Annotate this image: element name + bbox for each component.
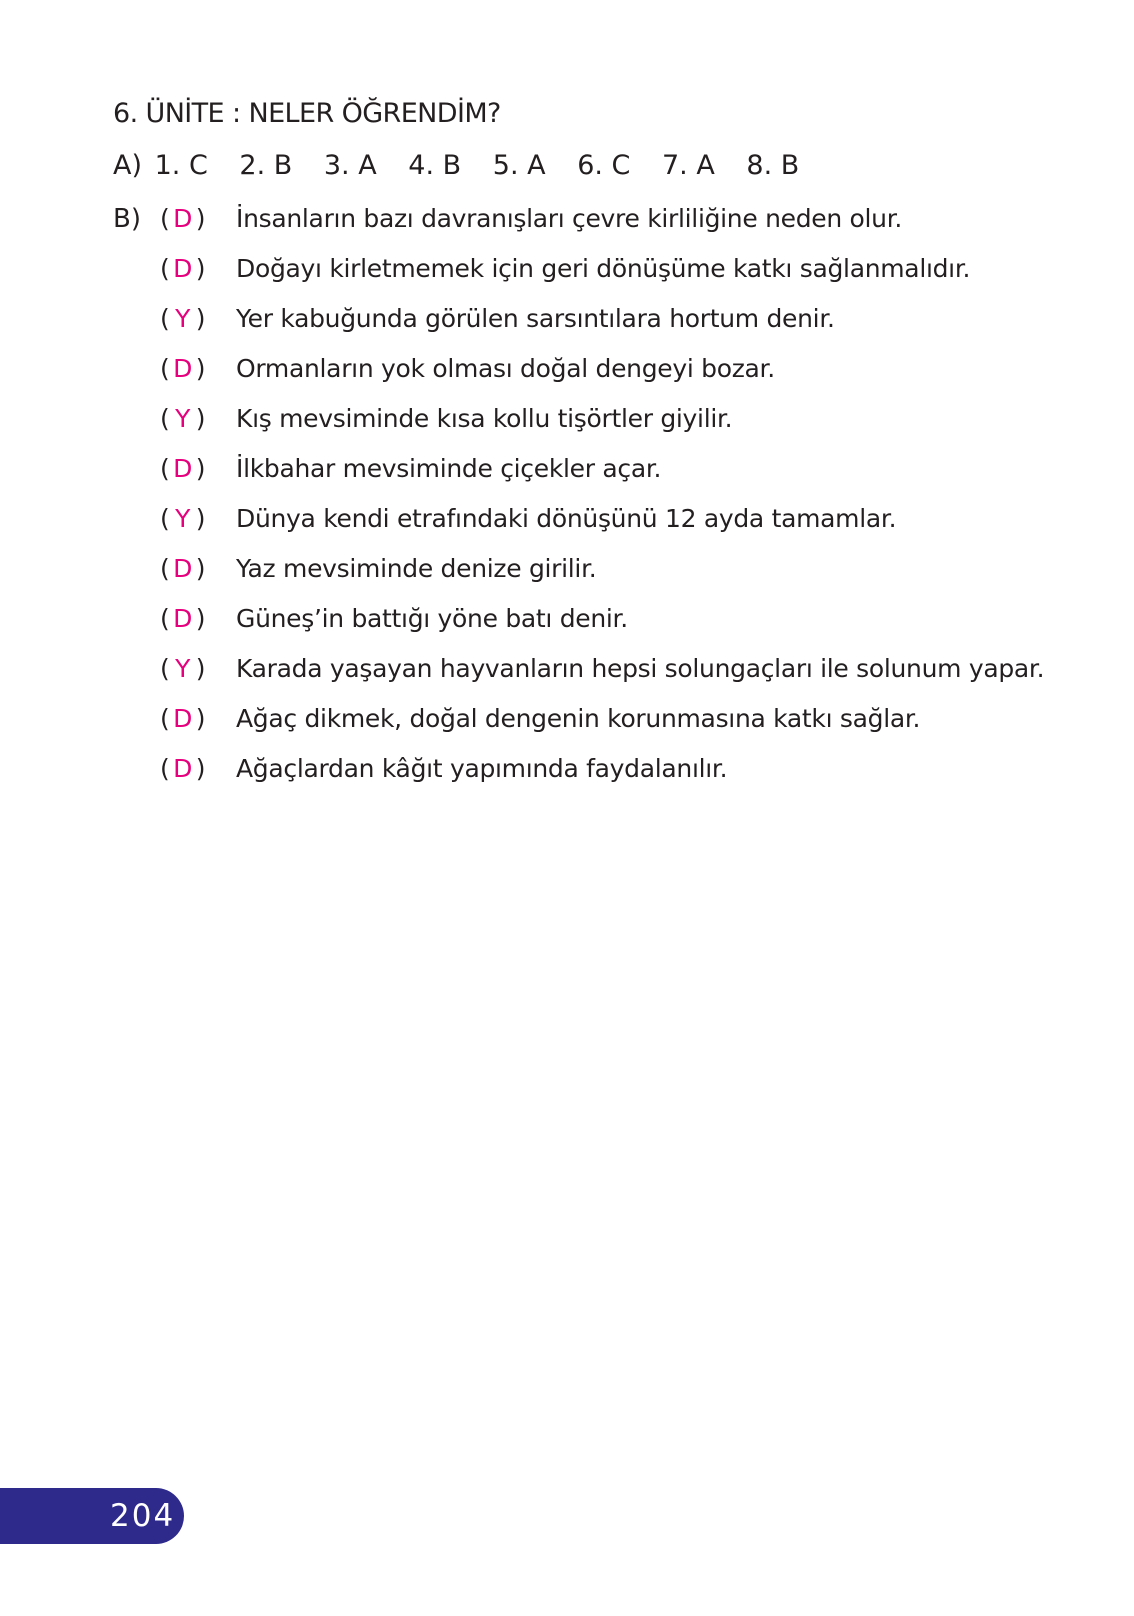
answer-item: 3. A — [323, 150, 377, 181]
answer-item: 8. B — [746, 150, 800, 181]
open-paren: ( — [160, 554, 172, 583]
close-paren: ) — [195, 204, 208, 233]
answer-box — [160, 549, 236, 589]
close-paren: ) — [195, 604, 208, 633]
true-false-list — [160, 199, 1044, 799]
answer-mark: Y — [175, 654, 193, 683]
answer-box — [160, 499, 236, 539]
answer-mark: D — [173, 554, 195, 583]
answer-mark: D — [173, 754, 195, 783]
statement-row — [160, 399, 1044, 449]
close-paren: ) — [195, 304, 208, 333]
close-paren: ) — [195, 404, 208, 433]
statement-text: Karada yaşayan hayvanların hepsi solungaçları ile solunum yapar. — [236, 654, 1045, 683]
close-paren: ) — [195, 754, 208, 783]
statement-text: Yer kabuğunda görülen sarsıntılara hortum denir. — [236, 304, 835, 333]
statement-row — [160, 499, 1044, 549]
page-number-tab — [0, 1488, 184, 1544]
answer-mark: D — [173, 604, 195, 633]
close-paren: ) — [195, 504, 208, 533]
answer-mark: D — [173, 454, 195, 483]
page-title: 6. ÜNİTE : NELER ÖĞRENDİM? — [113, 98, 501, 129]
close-paren: ) — [195, 654, 208, 683]
answer-box — [160, 749, 236, 789]
answer-box — [160, 299, 236, 339]
answer-mark: D — [173, 204, 195, 233]
answer-mark: D — [173, 354, 195, 383]
part-b-label: B) — [113, 204, 141, 234]
answer-item: 5. A — [492, 150, 546, 181]
statement-text: Doğayı kirletmemek için geri dönüşüme katkı sağlanmalıdır. — [236, 254, 971, 283]
answer-mark: D — [173, 704, 195, 733]
statement-row — [160, 299, 1044, 349]
answer-box — [160, 599, 236, 639]
answer-mark: Y — [175, 504, 193, 533]
answer-item: 4. B — [408, 150, 462, 181]
close-paren: ) — [195, 354, 208, 383]
answer-box — [160, 649, 236, 689]
open-paren: ( — [160, 754, 172, 783]
statement-text: Güneş’in battığı yöne batı denir. — [236, 604, 628, 633]
statement-row — [160, 599, 1044, 649]
answer-box — [160, 349, 236, 389]
statement-text: İlkbahar mevsiminde çiçekler açar. — [236, 454, 662, 483]
answer-mark: D — [173, 254, 195, 283]
statement-text: İnsanların bazı davranışları çevre kirliliğine neden olur. — [236, 204, 903, 233]
statement-text: Yaz mevsiminde denize girilir. — [236, 554, 597, 583]
answer-box — [160, 199, 236, 239]
close-paren: ) — [195, 554, 208, 583]
answer-item: 1. C — [154, 150, 208, 181]
open-paren: ( — [160, 404, 172, 433]
answer-box — [160, 249, 236, 289]
open-paren: ( — [160, 654, 172, 683]
part-a-label: A) — [113, 150, 143, 181]
statement-text: Ağaçlardan kâğıt yapımında faydalanılır. — [236, 754, 728, 783]
statement-text: Kış mevsiminde kısa kollu tişörtler giyilir. — [236, 404, 733, 433]
close-paren: ) — [195, 254, 208, 283]
statement-text: Ormanların yok olması doğal dengeyi bozar. — [236, 354, 775, 383]
statement-text: Dünya kendi etrafındaki dönüşünü 12 ayda tamamlar. — [236, 504, 897, 533]
answer-item: 7. A — [661, 150, 715, 181]
open-paren: ( — [160, 204, 172, 233]
answer-mark: Y — [175, 404, 193, 433]
page-number: 204 — [110, 1498, 176, 1534]
close-paren: ) — [195, 454, 208, 483]
open-paren: ( — [160, 704, 172, 733]
answer-box — [160, 449, 236, 489]
open-paren: ( — [160, 254, 172, 283]
statement-row — [160, 249, 1044, 299]
open-paren: ( — [160, 604, 172, 633]
answer-box — [160, 699, 236, 739]
statement-row — [160, 549, 1044, 599]
open-paren: ( — [160, 454, 172, 483]
statement-row — [160, 199, 1044, 249]
answer-mark: Y — [175, 304, 193, 333]
answer-item: 6. C — [577, 150, 631, 181]
statement-row — [160, 699, 1044, 749]
statement-text: Ağaç dikmek, doğal dengenin korunmasına katkı sağlar. — [236, 704, 921, 733]
open-paren: ( — [160, 304, 172, 333]
answer-box — [160, 399, 236, 439]
statement-row — [160, 649, 1044, 699]
statement-row — [160, 749, 1044, 799]
part-a-answers — [113, 146, 822, 186]
statement-row — [160, 449, 1044, 499]
close-paren: ) — [195, 704, 208, 733]
open-paren: ( — [160, 354, 172, 383]
open-paren: ( — [160, 504, 172, 533]
answer-item: 2. B — [239, 150, 293, 181]
statement-row — [160, 349, 1044, 399]
